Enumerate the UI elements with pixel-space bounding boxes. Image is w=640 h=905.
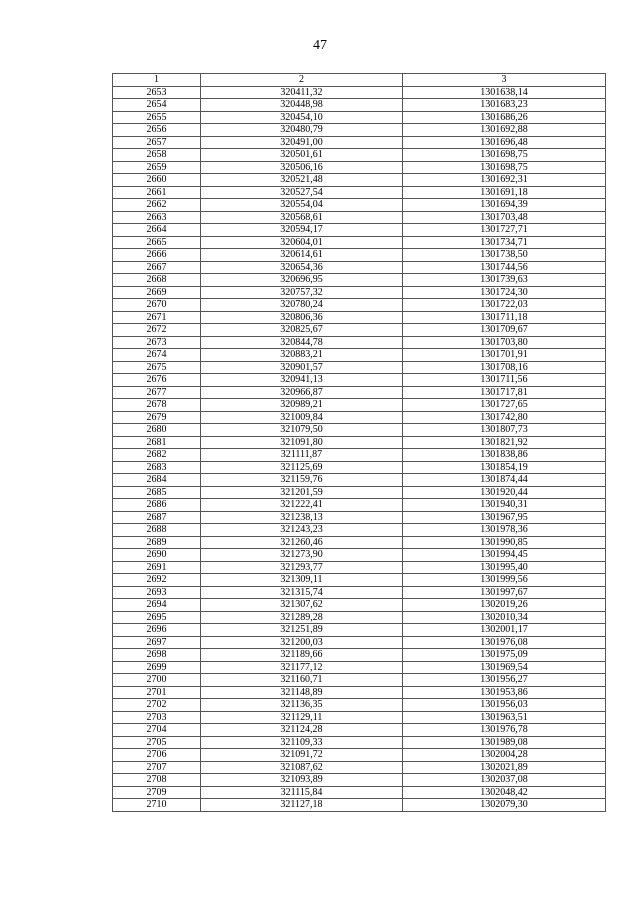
point-number-cell: 2671	[113, 311, 201, 324]
y-coordinate-cell: 1301976,78	[403, 724, 606, 737]
x-coordinate-cell: 321125,69	[201, 461, 403, 474]
y-coordinate-cell: 1301683,23	[403, 99, 606, 112]
x-coordinate-cell: 321201,59	[201, 486, 403, 499]
y-coordinate-cell: 1301940,31	[403, 499, 606, 512]
x-coordinate-cell: 320448,98	[201, 99, 403, 112]
point-number-cell: 2684	[113, 474, 201, 487]
point-number-cell: 2685	[113, 486, 201, 499]
y-coordinate-cell: 1301807,73	[403, 424, 606, 437]
point-number-cell: 2700	[113, 674, 201, 687]
y-coordinate-cell: 1301696,48	[403, 136, 606, 149]
point-number-cell: 2674	[113, 349, 201, 362]
y-coordinate-cell: 1302004,28	[403, 749, 606, 762]
x-coordinate-cell: 321009,84	[201, 411, 403, 424]
x-coordinate-cell: 321309,11	[201, 574, 403, 587]
y-coordinate-cell: 1301686,26	[403, 111, 606, 124]
x-coordinate-cell: 321160,71	[201, 674, 403, 687]
point-number-cell: 2686	[113, 499, 201, 512]
point-number-cell: 2663	[113, 211, 201, 224]
point-number-cell: 2702	[113, 699, 201, 712]
point-number-cell: 2655	[113, 111, 201, 124]
point-number-cell: 2692	[113, 574, 201, 587]
point-number-cell: 2688	[113, 524, 201, 537]
table-row	[113, 299, 606, 312]
x-coordinate-cell: 321159,76	[201, 474, 403, 487]
table-row	[113, 349, 606, 362]
y-coordinate-cell: 1301742,80	[403, 411, 606, 424]
table-body	[113, 86, 606, 811]
table-header	[113, 74, 606, 87]
y-coordinate-cell: 1302021,89	[403, 761, 606, 774]
y-coordinate-cell: 1301975,09	[403, 649, 606, 662]
y-coordinate-cell: 1301969,54	[403, 661, 606, 674]
y-coordinate-cell: 1301734,71	[403, 236, 606, 249]
x-coordinate-cell: 321087,62	[201, 761, 403, 774]
y-coordinate-cell: 1301717,81	[403, 386, 606, 399]
x-coordinate-cell: 321222,41	[201, 499, 403, 512]
x-coordinate-cell: 321091,80	[201, 436, 403, 449]
point-number-cell: 2676	[113, 374, 201, 387]
y-coordinate-cell: 1301703,48	[403, 211, 606, 224]
table-row	[113, 86, 606, 99]
point-number-cell: 2691	[113, 561, 201, 574]
x-coordinate-cell: 321115,84	[201, 786, 403, 799]
point-number-cell: 2690	[113, 549, 201, 562]
table-row	[113, 311, 606, 324]
table-row	[113, 649, 606, 662]
y-coordinate-cell: 1301821,92	[403, 436, 606, 449]
y-coordinate-cell: 1301727,71	[403, 224, 606, 237]
x-coordinate-cell: 320780,24	[201, 299, 403, 312]
point-number-cell: 2656	[113, 124, 201, 137]
y-coordinate-cell: 1301989,08	[403, 736, 606, 749]
x-coordinate-cell: 321293,77	[201, 561, 403, 574]
x-coordinate-cell: 321129,11	[201, 711, 403, 724]
table-row	[113, 461, 606, 474]
table-row	[113, 686, 606, 699]
coordinates-table	[112, 73, 606, 812]
table-row	[113, 749, 606, 762]
point-number-cell: 2658	[113, 149, 201, 162]
x-coordinate-cell: 320966,87	[201, 386, 403, 399]
table-row	[113, 561, 606, 574]
x-coordinate-cell: 321111,87	[201, 449, 403, 462]
y-coordinate-cell: 1301692,31	[403, 174, 606, 187]
y-coordinate-cell: 1301994,45	[403, 549, 606, 562]
y-coordinate-cell: 1301692,88	[403, 124, 606, 137]
table-row	[113, 111, 606, 124]
x-coordinate-cell: 321177,12	[201, 661, 403, 674]
y-coordinate-cell: 1301698,75	[403, 149, 606, 162]
x-coordinate-cell: 321091,72	[201, 749, 403, 762]
y-coordinate-cell: 1301724,30	[403, 286, 606, 299]
y-coordinate-cell: 1302079,30	[403, 799, 606, 812]
y-coordinate-cell: 1301711,18	[403, 311, 606, 324]
point-number-cell: 2705	[113, 736, 201, 749]
table-row	[113, 761, 606, 774]
x-coordinate-cell: 320883,21	[201, 349, 403, 362]
point-number-cell: 2672	[113, 324, 201, 337]
table-row	[113, 436, 606, 449]
x-coordinate-cell: 320654,36	[201, 261, 403, 274]
table-row	[113, 99, 606, 112]
x-coordinate-cell: 320506,16	[201, 161, 403, 174]
y-coordinate-cell: 1301739,63	[403, 274, 606, 287]
y-coordinate-cell: 1302048,42	[403, 786, 606, 799]
table-row	[113, 361, 606, 374]
table-row	[113, 236, 606, 249]
table-row	[113, 486, 606, 499]
table-row	[113, 536, 606, 549]
x-coordinate-cell: 320825,67	[201, 324, 403, 337]
point-number-cell: 2694	[113, 599, 201, 612]
x-coordinate-cell: 320480,79	[201, 124, 403, 137]
point-number-cell: 2675	[113, 361, 201, 374]
x-coordinate-cell: 321127,18	[201, 799, 403, 812]
x-coordinate-cell: 320554,04	[201, 199, 403, 212]
y-coordinate-cell: 1301997,67	[403, 586, 606, 599]
point-number-cell: 2659	[113, 161, 201, 174]
table-row	[113, 424, 606, 437]
table-row	[113, 386, 606, 399]
y-coordinate-cell: 1301738,50	[403, 249, 606, 262]
point-number-cell: 2696	[113, 624, 201, 637]
x-coordinate-cell: 321251,89	[201, 624, 403, 637]
point-number-cell: 2666	[113, 249, 201, 262]
point-number-cell: 2709	[113, 786, 201, 799]
y-coordinate-cell: 1301727,65	[403, 399, 606, 412]
x-coordinate-cell: 321243,23	[201, 524, 403, 537]
x-coordinate-cell: 320491,00	[201, 136, 403, 149]
table-row	[113, 774, 606, 787]
point-number-cell: 2678	[113, 399, 201, 412]
table-row	[113, 324, 606, 337]
y-coordinate-cell: 1301694,39	[403, 199, 606, 212]
x-coordinate-cell: 320501,61	[201, 149, 403, 162]
point-number-cell: 2693	[113, 586, 201, 599]
point-number-cell: 2707	[113, 761, 201, 774]
point-number-cell: 2699	[113, 661, 201, 674]
x-coordinate-cell: 320568,61	[201, 211, 403, 224]
x-coordinate-cell: 321079,50	[201, 424, 403, 437]
y-coordinate-cell: 1301638,14	[403, 86, 606, 99]
header-row	[113, 74, 606, 87]
point-number-cell: 2708	[113, 774, 201, 787]
x-coordinate-cell: 321307,62	[201, 599, 403, 612]
point-number-cell: 2668	[113, 274, 201, 287]
table-row	[113, 249, 606, 262]
point-number-cell: 2657	[113, 136, 201, 149]
x-coordinate-cell: 320604,01	[201, 236, 403, 249]
point-number-cell: 2701	[113, 686, 201, 699]
table-row	[113, 374, 606, 387]
point-number-cell: 2706	[113, 749, 201, 762]
table-row	[113, 549, 606, 562]
y-coordinate-cell: 1301999,56	[403, 574, 606, 587]
x-coordinate-cell: 321238,13	[201, 511, 403, 524]
table-row	[113, 174, 606, 187]
point-number-cell: 2673	[113, 336, 201, 349]
point-number-cell: 2667	[113, 261, 201, 274]
y-coordinate-cell: 1301995,40	[403, 561, 606, 574]
table-row	[113, 624, 606, 637]
point-number-cell: 2662	[113, 199, 201, 212]
point-number-cell: 2680	[113, 424, 201, 437]
x-coordinate-cell: 321315,74	[201, 586, 403, 599]
x-coordinate-cell: 320696,95	[201, 274, 403, 287]
table-row	[113, 149, 606, 162]
point-number-cell: 2704	[113, 724, 201, 737]
table-row	[113, 524, 606, 537]
x-coordinate-cell: 320941,13	[201, 374, 403, 387]
x-coordinate-cell: 321124,28	[201, 724, 403, 737]
x-coordinate-cell: 320989,21	[201, 399, 403, 412]
point-number-cell: 2687	[113, 511, 201, 524]
x-coordinate-cell: 321109,33	[201, 736, 403, 749]
table-row	[113, 411, 606, 424]
y-coordinate-cell: 1301854,19	[403, 461, 606, 474]
y-coordinate-cell: 1301838,86	[403, 449, 606, 462]
table-row	[113, 736, 606, 749]
x-coordinate-cell: 321148,89	[201, 686, 403, 699]
column-header-3: 3	[403, 74, 606, 87]
table-row	[113, 599, 606, 612]
y-coordinate-cell: 1301976,08	[403, 636, 606, 649]
y-coordinate-cell: 1302037,08	[403, 774, 606, 787]
point-number-cell: 2661	[113, 186, 201, 199]
table-row	[113, 336, 606, 349]
point-number-cell: 2683	[113, 461, 201, 474]
y-coordinate-cell: 1301874,44	[403, 474, 606, 487]
table-row	[113, 124, 606, 137]
page-number: 47	[313, 38, 327, 53]
table-row	[113, 699, 606, 712]
y-coordinate-cell: 1302010,34	[403, 611, 606, 624]
table-row	[113, 799, 606, 812]
y-coordinate-cell: 1301711,56	[403, 374, 606, 387]
column-header-2: 2	[201, 74, 403, 87]
point-number-cell: 2695	[113, 611, 201, 624]
x-coordinate-cell: 320527,54	[201, 186, 403, 199]
y-coordinate-cell: 1301956,27	[403, 674, 606, 687]
y-coordinate-cell: 1301698,75	[403, 161, 606, 174]
table-row	[113, 611, 606, 624]
table-row	[113, 474, 606, 487]
table-row	[113, 199, 606, 212]
x-coordinate-cell: 320454,10	[201, 111, 403, 124]
y-coordinate-cell: 1302001,17	[403, 624, 606, 637]
point-number-cell: 2664	[113, 224, 201, 237]
table-row	[113, 574, 606, 587]
y-coordinate-cell: 1301978,36	[403, 524, 606, 537]
table-row	[113, 724, 606, 737]
y-coordinate-cell: 1301920,44	[403, 486, 606, 499]
x-coordinate-cell: 321289,28	[201, 611, 403, 624]
x-coordinate-cell: 320757,32	[201, 286, 403, 299]
table-row	[113, 711, 606, 724]
point-number-cell: 2660	[113, 174, 201, 187]
table-row	[113, 399, 606, 412]
x-coordinate-cell: 321136,35	[201, 699, 403, 712]
x-coordinate-cell: 321260,46	[201, 536, 403, 549]
point-number-cell: 2653	[113, 86, 201, 99]
table-row	[113, 661, 606, 674]
table-row	[113, 586, 606, 599]
x-coordinate-cell: 320806,36	[201, 311, 403, 324]
point-number-cell: 2669	[113, 286, 201, 299]
point-number-cell: 2654	[113, 99, 201, 112]
y-coordinate-cell: 1301709,67	[403, 324, 606, 337]
y-coordinate-cell: 1301990,85	[403, 536, 606, 549]
x-coordinate-cell: 320521,48	[201, 174, 403, 187]
x-coordinate-cell: 320844,78	[201, 336, 403, 349]
y-coordinate-cell: 1301701,91	[403, 349, 606, 362]
point-number-cell: 2681	[113, 436, 201, 449]
y-coordinate-cell: 1301963,51	[403, 711, 606, 724]
point-number-cell: 2682	[113, 449, 201, 462]
table-row	[113, 211, 606, 224]
table-row	[113, 499, 606, 512]
table-row	[113, 136, 606, 149]
x-coordinate-cell: 321200,03	[201, 636, 403, 649]
point-number-cell: 2670	[113, 299, 201, 312]
point-number-cell: 2689	[113, 536, 201, 549]
point-number-cell: 2703	[113, 711, 201, 724]
x-coordinate-cell: 321273,90	[201, 549, 403, 562]
point-number-cell: 2665	[113, 236, 201, 249]
point-number-cell: 2698	[113, 649, 201, 662]
table-row	[113, 674, 606, 687]
y-coordinate-cell: 1301744,56	[403, 261, 606, 274]
table-row	[113, 786, 606, 799]
table-row	[113, 511, 606, 524]
x-coordinate-cell: 321189,66	[201, 649, 403, 662]
table-row	[113, 274, 606, 287]
table-row	[113, 224, 606, 237]
point-number-cell: 2679	[113, 411, 201, 424]
x-coordinate-cell: 320901,57	[201, 361, 403, 374]
x-coordinate-cell: 320614,61	[201, 249, 403, 262]
y-coordinate-cell: 1301953,86	[403, 686, 606, 699]
table-row	[113, 286, 606, 299]
column-header-1: 1	[113, 74, 201, 87]
table-row	[113, 261, 606, 274]
point-number-cell: 2677	[113, 386, 201, 399]
y-coordinate-cell: 1301722,03	[403, 299, 606, 312]
y-coordinate-cell: 1301956,03	[403, 699, 606, 712]
x-coordinate-cell: 320411,32	[201, 86, 403, 99]
y-coordinate-cell: 1301708,16	[403, 361, 606, 374]
table-row	[113, 636, 606, 649]
point-number-cell: 2710	[113, 799, 201, 812]
y-coordinate-cell: 1301967,95	[403, 511, 606, 524]
table-row	[113, 161, 606, 174]
point-number-cell: 2697	[113, 636, 201, 649]
table-row	[113, 449, 606, 462]
y-coordinate-cell: 1301691,18	[403, 186, 606, 199]
x-coordinate-cell: 320594,17	[201, 224, 403, 237]
table-row	[113, 186, 606, 199]
y-coordinate-cell: 1301703,80	[403, 336, 606, 349]
x-coordinate-cell: 321093,89	[201, 774, 403, 787]
y-coordinate-cell: 1302019,26	[403, 599, 606, 612]
